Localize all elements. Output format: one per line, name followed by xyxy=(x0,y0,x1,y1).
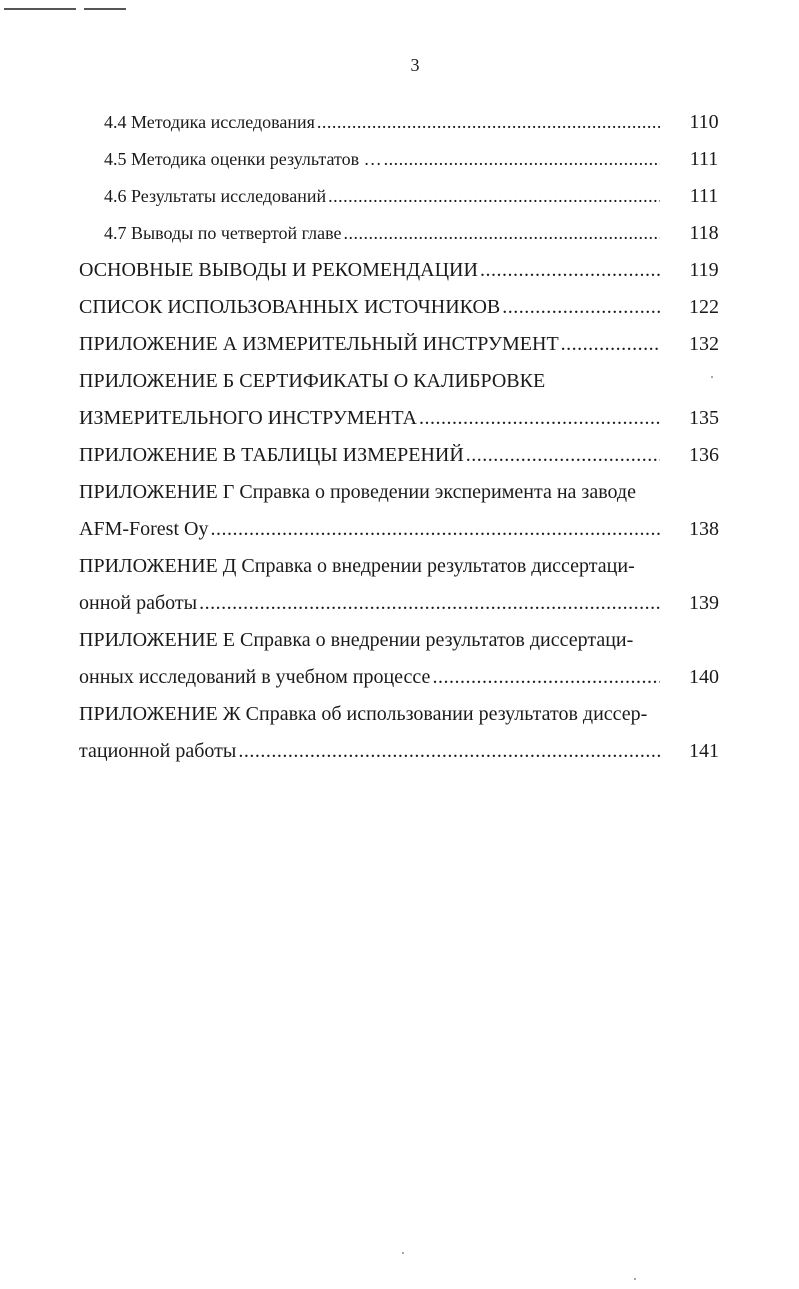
toc-entry-page: 118 xyxy=(689,222,719,244)
toc-entry xyxy=(0,548,799,585)
toc-entry-label xyxy=(79,622,720,659)
toc-entry-label xyxy=(79,289,660,326)
toc-entry-page: 138 xyxy=(689,518,719,540)
toc-entry-label xyxy=(79,437,660,474)
toc-entry-text: ИЗМЕРИТЕЛЬНОГО ИНСТРУМЕНТА xyxy=(79,407,417,429)
toc-entry xyxy=(0,733,799,770)
top-rule-right xyxy=(84,8,126,10)
toc-entry-label xyxy=(79,474,720,511)
toc-entry-label xyxy=(79,363,720,400)
page-number: 3 xyxy=(410,55,420,75)
toc-entry xyxy=(0,400,799,437)
scan-speck xyxy=(634,1278,636,1280)
toc-entry-page: 140 xyxy=(689,666,719,688)
toc-entry-text: онной работы xyxy=(79,592,198,614)
toc-entry-page: 136 xyxy=(689,444,719,466)
toc-entry-text: ПРИЛОЖЕНИЕ Е Справка о внедрении результатов диссертаци- xyxy=(79,629,634,651)
toc-entry-label xyxy=(79,511,660,548)
toc-entry-text: ОСНОВНЫЕ ВЫВОДЫ И РЕКОМЕНДАЦИИ xyxy=(79,259,478,281)
toc-entry-text: СПИСОК ИСПОЛЬЗОВАННЫХ ИСТОЧНИКОВ xyxy=(79,296,501,318)
toc-entry xyxy=(0,659,799,696)
toc-entry-label xyxy=(79,400,660,437)
toc-entry-page: 141 xyxy=(689,740,719,762)
toc-entry-page: 119 xyxy=(689,259,719,281)
toc-entry-text: ПРИЛОЖЕНИЕ Г Справка о проведении эксперимента на заводе xyxy=(79,481,636,503)
toc-entry-label xyxy=(79,548,720,585)
toc-entry-page: 132 xyxy=(689,333,719,355)
toc-entry-label xyxy=(79,585,660,622)
toc-entry-page: 111 xyxy=(689,148,719,170)
toc-entry xyxy=(0,696,799,733)
toc-entry xyxy=(0,289,799,326)
toc-entry-text: тационной работы xyxy=(79,740,237,762)
toc-entry xyxy=(0,252,799,289)
toc-entry xyxy=(0,141,799,178)
toc-entry xyxy=(0,474,799,511)
toc-entry xyxy=(0,437,799,474)
toc-entry-text: 4.6 Результаты исследований xyxy=(104,186,327,206)
toc-entry xyxy=(0,585,799,622)
toc-entry xyxy=(0,104,799,141)
toc-entry-label xyxy=(79,733,660,770)
scan-speck xyxy=(711,376,713,378)
scan-speck xyxy=(402,1252,404,1254)
toc-entry-label xyxy=(104,104,660,141)
toc-entry-label xyxy=(79,696,720,733)
toc-entry-label xyxy=(79,326,660,363)
toc-entry xyxy=(0,363,799,400)
toc-entry-text: ПРИЛОЖЕНИЕ Б СЕРТИФИКАТЫ О КАЛИБРОВКЕ xyxy=(79,370,546,392)
toc-entry-text: 4.4 Методика исследования xyxy=(104,112,315,132)
toc-entry-text: ПРИЛОЖЕНИЕ В ТАБЛИЦЫ ИЗМЕРЕНИЙ xyxy=(79,444,464,466)
toc-entry-label xyxy=(104,141,660,178)
toc-entry xyxy=(0,215,799,252)
toc-entry-label xyxy=(104,178,660,215)
toc-entry-text: онных исследований в учебном процессе xyxy=(79,666,431,688)
toc-entry-text: 4.7 Выводы по четвертой главе xyxy=(104,223,342,243)
toc-entry-page: 139 xyxy=(689,592,719,614)
toc-entry-page: 135 xyxy=(689,407,719,429)
toc-entry-page: 111 xyxy=(689,185,719,207)
toc-entry-label xyxy=(104,215,660,252)
top-rule-left xyxy=(4,8,76,10)
toc-entry-page: 122 xyxy=(689,296,719,318)
toc-entry xyxy=(0,178,799,215)
toc-entry-text: 4.5 Методика оценки результатов … xyxy=(104,149,382,169)
toc-entry-label xyxy=(79,252,660,289)
toc-entry-text: AFM-Forest Oy xyxy=(79,518,209,540)
toc-entry-page: 110 xyxy=(689,111,719,133)
toc-entry xyxy=(0,326,799,363)
toc-entry xyxy=(0,622,799,659)
toc-entry xyxy=(0,511,799,548)
toc-entry-text: ПРИЛОЖЕНИЕ Д Справка о внедрении результатов диссертаци- xyxy=(79,555,635,577)
toc-entry-text: ПРИЛОЖЕНИЕ Ж Справка об использовании результатов диссер- xyxy=(79,703,648,725)
toc-entry-text: ПРИЛОЖЕНИЕ А ИЗМЕРИТЕЛЬНЫЙ ИНСТРУМЕНТ xyxy=(79,333,559,355)
toc-entry-label xyxy=(79,659,660,696)
